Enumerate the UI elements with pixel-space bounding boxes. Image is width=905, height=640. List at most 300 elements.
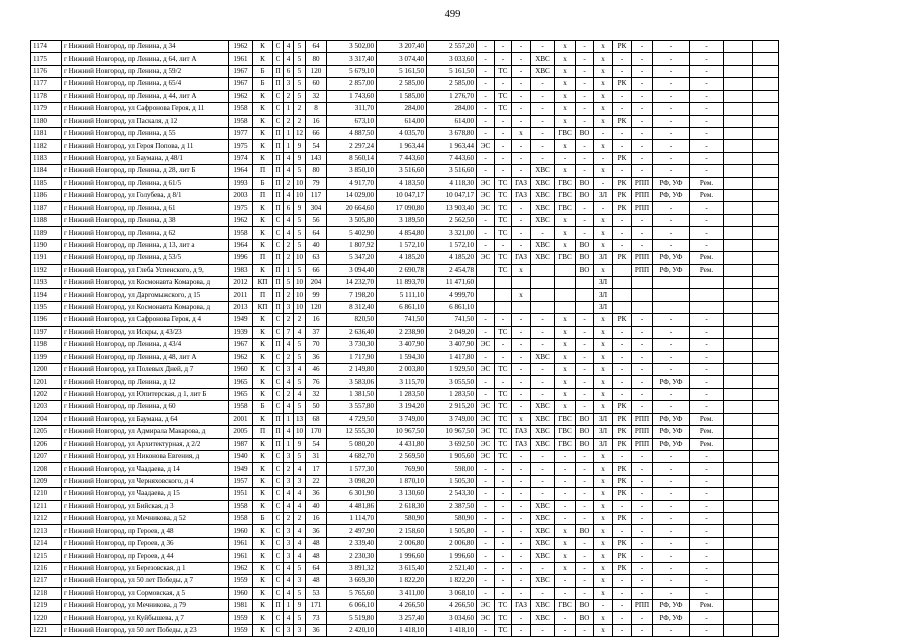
cell-sewerage: ВО — [576, 252, 594, 264]
cell-facade-repair: - — [632, 239, 653, 251]
cell-repair-note: - — [690, 65, 724, 77]
cell-hot-water: х — [555, 537, 576, 549]
cell-living-area: 3 257,40 — [377, 612, 427, 624]
table-row — [31, 388, 779, 400]
cell-facade-repair: - — [632, 363, 653, 375]
cell-residential-area: 4 999,70 — [427, 289, 477, 301]
cell-cold-water: ХВС — [531, 214, 555, 226]
cell-living-area: 1 870,10 — [377, 475, 427, 487]
cell-hot-water: х — [555, 53, 576, 65]
cell-extra-2 — [753, 190, 779, 202]
cell-roof-repair: - — [613, 65, 632, 77]
cell-entrances: 1 — [284, 264, 294, 276]
cell-entrances: 3 — [284, 301, 294, 313]
cell-build-year: 1939 — [229, 326, 253, 338]
cell-extra-2 — [753, 500, 779, 512]
cell-floor-type: С — [273, 326, 284, 338]
cell-apartments: 17 — [306, 463, 327, 475]
cell-cold-water: ХВС — [531, 351, 555, 363]
cell-electricity: - — [477, 227, 495, 239]
cell-total-area: 4 917,70 — [327, 177, 377, 189]
cell-address: г Нижний Новгород, ул Мечникова, д 52 — [62, 513, 229, 525]
cell-sewerage: - — [576, 202, 594, 214]
cell-repair-note: Рем. — [690, 190, 724, 202]
cell-floor-type: П — [273, 599, 284, 611]
cell-build-year: 1958 — [229, 401, 253, 413]
cell-wall-material: К — [253, 363, 273, 375]
cell-sewerage: ВО — [576, 438, 594, 450]
cell-floors: 5 — [294, 227, 306, 239]
table-body — [31, 41, 779, 637]
cell-heating — [495, 277, 512, 289]
cell-entrances: 2 — [284, 513, 294, 525]
cell-extra-2 — [753, 351, 779, 363]
cell-hot-water: х — [555, 115, 576, 127]
cell-repair-note: - — [690, 612, 724, 624]
cell-garbage-chute: х — [594, 587, 613, 599]
cell-extra-2 — [753, 624, 779, 636]
cell-insulation: - — [653, 152, 690, 164]
cell-residential-area: 2 049,20 — [427, 326, 477, 338]
cell-residential-area: 1 996,60 — [427, 550, 477, 562]
cell-gas: х — [512, 413, 531, 425]
cell-sewerage: - — [576, 165, 594, 177]
cell-extra-2 — [753, 537, 779, 549]
cell-address: г Нижний Новгород, ул Чаадаева, д 14 — [62, 463, 229, 475]
cell-total-area: 2 420,10 — [327, 624, 377, 636]
cell-insulation: РФ, УФ — [653, 599, 690, 611]
cell-floors: 4 — [294, 463, 306, 475]
cell-residential-area: 2 006,80 — [427, 537, 477, 549]
cell-living-area: 6 861,10 — [377, 301, 427, 313]
cell-insulation — [653, 301, 690, 313]
cell-total-area: 5 679,10 — [327, 65, 377, 77]
cell-apartments: 32 — [306, 388, 327, 400]
cell-build-year: 1959 — [229, 624, 253, 636]
cell-extra-1 — [724, 587, 753, 599]
cell-insulation: - — [653, 587, 690, 599]
cell-roof-repair: - — [613, 363, 632, 375]
cell-repair-note: - — [690, 525, 724, 537]
cell-facade-repair: - — [632, 90, 653, 102]
cell-address: г Нижний Новгород, ул Бийская, д 3 — [62, 500, 229, 512]
cell-address: г Нижний Новгород, ул Мечникова, д 79 — [62, 599, 229, 611]
cell-roof-repair: - — [613, 165, 632, 177]
cell-build-year: 1967 — [229, 339, 253, 351]
cell-roof-repair: - — [613, 103, 632, 115]
cell-floor-type: С — [273, 500, 284, 512]
cell-floor-type: С — [273, 314, 284, 326]
cell-insulation: - — [653, 90, 690, 102]
cell-roof-repair: РК — [613, 152, 632, 164]
cell-wall-material: К — [253, 90, 273, 102]
cell-extra-1 — [724, 301, 753, 313]
cell-apartments: 66 — [306, 264, 327, 276]
cell-total-area: 4 729,50 — [327, 413, 377, 425]
cell-build-year: 1962 — [229, 351, 253, 363]
cell-extra-1 — [724, 537, 753, 549]
cell-apartments: 16 — [306, 115, 327, 127]
cell-sewerage: - — [576, 363, 594, 375]
cell-cold-water: - — [531, 587, 555, 599]
cell-extra-1 — [724, 214, 753, 226]
cell-gas: - — [512, 475, 531, 487]
cell-sewerage: ВО — [576, 127, 594, 139]
cell-electricity: - — [477, 326, 495, 338]
cell-hot-water — [555, 289, 576, 301]
cell-sewerage: ВО — [576, 239, 594, 251]
cell-garbage-chute: х — [594, 78, 613, 90]
cell-roof-repair: - — [613, 53, 632, 65]
cell-extra-1 — [724, 376, 753, 388]
cell-residential-area: 4 118,30 — [427, 177, 477, 189]
cell-electricity: - — [477, 127, 495, 139]
cell-floor-type: С — [273, 214, 284, 226]
cell-address: г Нижний Новгород, ул Сафронова Героя, д 4 — [62, 314, 229, 326]
cell-address: г Нижний Новгород, ул Сафронова Героя, д 11 — [62, 103, 229, 115]
cell-hot-water: - — [555, 152, 576, 164]
cell-extra-2 — [753, 363, 779, 375]
cell-wall-material: КП — [253, 301, 273, 313]
cell-floors: 4 — [294, 388, 306, 400]
cell-sewerage: - — [576, 550, 594, 562]
cell-cold-water: - — [531, 140, 555, 152]
cell-extra-2 — [753, 339, 779, 351]
cell-address: г Нижний Новгород, ул Полевых Дней, д 7 — [62, 363, 229, 375]
table-row — [31, 463, 779, 475]
cell-roof-repair — [613, 264, 632, 276]
cell-repair-note: Рем. — [690, 413, 724, 425]
cell-cold-water: - — [531, 376, 555, 388]
cell-build-year: 2005 — [229, 426, 253, 438]
table-row — [31, 277, 779, 289]
cell-address: г Нижний Новгород, ул Баумана, д 48/1 — [62, 152, 229, 164]
cell-living-area: 2 006,80 — [377, 537, 427, 549]
cell-entrances: 4 — [284, 214, 294, 226]
cell-roof-repair: - — [613, 376, 632, 388]
cell-address: г Нижний Новгород, пр Героев, д 36 — [62, 537, 229, 549]
cell-build-year: 1958 — [229, 500, 253, 512]
cell-garbage-chute: х — [594, 488, 613, 500]
cell-sewerage: - — [576, 53, 594, 65]
cell-address: г Нижний Новгород, ул 50 лет Победы, д 7 — [62, 575, 229, 587]
cell-electricity: - — [477, 488, 495, 500]
cell-wall-material: К — [253, 488, 273, 500]
cell-total-area: 6 066,10 — [327, 599, 377, 611]
cell-facade-repair: РПП — [632, 190, 653, 202]
cell-entrances: 4 — [284, 426, 294, 438]
cell-sewerage: - — [576, 152, 594, 164]
cell-insulation: - — [653, 115, 690, 127]
cell-entrances: 2 — [284, 90, 294, 102]
cell-garbage-chute: ЗЛ — [594, 252, 613, 264]
cell-roof-repair: РК — [613, 475, 632, 487]
cell-total-area: 3 557,80 — [327, 401, 377, 413]
cell-apartments: 36 — [306, 351, 327, 363]
cell-build-year: 1959 — [229, 575, 253, 587]
cell-row-number: 1188 — [31, 214, 62, 226]
cell-total-area: 4 481,86 — [327, 500, 377, 512]
cell-electricity: - — [477, 90, 495, 102]
cell-total-area: 2 497,90 — [327, 525, 377, 537]
cell-row-number: 1185 — [31, 177, 62, 189]
cell-electricity — [477, 264, 495, 276]
cell-extra-1 — [724, 264, 753, 276]
cell-roof-repair: - — [613, 339, 632, 351]
cell-heating: - — [495, 78, 512, 90]
cell-repair-note — [690, 277, 724, 289]
cell-address: г Нижний Новгород, пр Ленина, д 60 — [62, 401, 229, 413]
cell-roof-repair: РК — [613, 413, 632, 425]
cell-residential-area: 3 055,50 — [427, 376, 477, 388]
cell-total-area: 1 114,70 — [327, 513, 377, 525]
cell-electricity: - — [477, 165, 495, 177]
cell-living-area: 4 185,20 — [377, 252, 427, 264]
cell-repair-note: - — [690, 326, 724, 338]
cell-extra-1 — [724, 525, 753, 537]
cell-repair-note: - — [690, 339, 724, 351]
cell-heating: - — [495, 537, 512, 549]
cell-wall-material: Б — [253, 177, 273, 189]
cell-wall-material: К — [253, 264, 273, 276]
cell-garbage-chute: х — [594, 227, 613, 239]
cell-extra-1 — [724, 252, 753, 264]
cell-heating: ТС — [495, 190, 512, 202]
cell-repair-note: - — [690, 227, 724, 239]
cell-facade-repair: - — [632, 475, 653, 487]
cell-floors: 5 — [294, 41, 306, 53]
cell-insulation: - — [653, 103, 690, 115]
cell-floor-type: С — [273, 575, 284, 587]
cell-garbage-chute: х — [594, 339, 613, 351]
cell-row-number: 1220 — [31, 612, 62, 624]
cell-floors: 5 — [294, 65, 306, 77]
cell-sewerage: - — [576, 314, 594, 326]
cell-gas: - — [512, 450, 531, 462]
cell-row-number: 1191 — [31, 252, 62, 264]
cell-roof-repair: - — [613, 90, 632, 102]
cell-gas: - — [512, 314, 531, 326]
cell-entrances: 2 — [284, 289, 294, 301]
cell-row-number: 1180 — [31, 115, 62, 127]
cell-extra-1 — [724, 450, 753, 462]
cell-extra-2 — [753, 177, 779, 189]
cell-wall-material: Б — [253, 513, 273, 525]
cell-floors: 10 — [294, 190, 306, 202]
table-row — [31, 537, 779, 549]
cell-wall-material: Б — [253, 65, 273, 77]
cell-residential-area: 1 929,50 — [427, 363, 477, 375]
cell-roof-repair: РК — [613, 202, 632, 214]
cell-gas: - — [512, 388, 531, 400]
cell-living-area: 614,00 — [377, 115, 427, 127]
cell-electricity: ЭС — [477, 177, 495, 189]
cell-repair-note: - — [690, 624, 724, 636]
cell-garbage-chute: х — [594, 363, 613, 375]
cell-apartments: 8 — [306, 103, 327, 115]
cell-facade-repair: - — [632, 115, 653, 127]
cell-row-number: 1205 — [31, 426, 62, 438]
cell-row-number: 1199 — [31, 351, 62, 363]
cell-hot-water: х — [555, 550, 576, 562]
cell-build-year: 1965 — [229, 388, 253, 400]
cell-residential-area: 1 276,70 — [427, 90, 477, 102]
cell-apartments: 143 — [306, 152, 327, 164]
cell-extra-2 — [753, 525, 779, 537]
cell-entrances: 4 — [284, 562, 294, 574]
cell-repair-note: - — [690, 202, 724, 214]
cell-build-year: 1967 — [229, 65, 253, 77]
cell-row-number: 1192 — [31, 264, 62, 276]
cell-heating: ТС — [495, 90, 512, 102]
cell-wall-material: П — [253, 289, 273, 301]
cell-entrances: 4 — [284, 500, 294, 512]
cell-address: г Нижний Новгород, ул Черняховского, д 4 — [62, 475, 229, 487]
cell-facade-repair: - — [632, 103, 653, 115]
cell-entrances: 2 — [284, 463, 294, 475]
cell-residential-area: 4 266,50 — [427, 599, 477, 611]
cell-floor-type: С — [273, 363, 284, 375]
cell-electricity: ЭС — [477, 401, 495, 413]
cell-insulation: - — [653, 550, 690, 562]
cell-extra-2 — [753, 376, 779, 388]
cell-facade-repair: РПП — [632, 599, 653, 611]
cell-sewerage: - — [576, 376, 594, 388]
cell-electricity: ЭС — [477, 450, 495, 462]
cell-wall-material: К — [253, 537, 273, 549]
cell-living-area: 3 516,60 — [377, 165, 427, 177]
table-row — [31, 289, 779, 301]
cell-hot-water: х — [555, 103, 576, 115]
cell-floors: 4 — [294, 500, 306, 512]
cell-hot-water: - — [555, 475, 576, 487]
cell-gas: - — [512, 239, 531, 251]
cell-living-area: 741,50 — [377, 314, 427, 326]
cell-extra-1 — [724, 78, 753, 90]
cell-electricity: - — [477, 78, 495, 90]
cell-apartments: 48 — [306, 575, 327, 587]
table-row — [31, 127, 779, 139]
cell-total-area: 6 301,90 — [327, 488, 377, 500]
cell-address: г Нижний Новгород, пр Героев, д 48 — [62, 525, 229, 537]
cell-build-year: 1960 — [229, 587, 253, 599]
cell-repair-note: - — [690, 127, 724, 139]
cell-entrances: 1 — [284, 438, 294, 450]
cell-hot-water — [555, 301, 576, 313]
cell-living-area: 1 283,50 — [377, 388, 427, 400]
cell-extra-1 — [724, 413, 753, 425]
cell-floors: 5 — [294, 450, 306, 462]
cell-heating: - — [495, 53, 512, 65]
cell-electricity: - — [477, 562, 495, 574]
cell-apartments: 46 — [306, 363, 327, 375]
cell-sewerage: - — [576, 351, 594, 363]
cell-garbage-chute: х — [594, 575, 613, 587]
cell-row-number: 1176 — [31, 65, 62, 77]
cell-residential-area: 2 543,30 — [427, 488, 477, 500]
cell-apartments: 68 — [306, 413, 327, 425]
cell-roof-repair: РК — [613, 252, 632, 264]
cell-living-area: 1 572,10 — [377, 239, 427, 251]
cell-insulation: - — [653, 562, 690, 574]
cell-residential-area: 1 963,44 — [427, 140, 477, 152]
cell-roof-repair: РК — [613, 463, 632, 475]
cell-floors: 5 — [294, 612, 306, 624]
cell-address: г Нижний Новгород, пр Ленина, д 55 — [62, 127, 229, 139]
cell-residential-area: 3 678,80 — [427, 127, 477, 139]
cell-gas: - — [512, 575, 531, 587]
cell-row-number: 1196 — [31, 314, 62, 326]
cell-apartments: 120 — [306, 301, 327, 313]
cell-floor-type: С — [273, 612, 284, 624]
cell-hot-water: х — [555, 140, 576, 152]
cell-extra-1 — [724, 227, 753, 239]
cell-gas: - — [512, 587, 531, 599]
cell-insulation: РФ, УФ — [653, 438, 690, 450]
table-row — [31, 363, 779, 375]
cell-heating: - — [495, 463, 512, 475]
cell-roof-repair: РК — [613, 41, 632, 53]
cell-sewerage: - — [576, 90, 594, 102]
cell-residential-area: 5 161,50 — [427, 65, 477, 77]
table-row — [31, 115, 779, 127]
cell-hot-water: х — [555, 227, 576, 239]
cell-electricity: ЭС — [477, 190, 495, 202]
cell-extra-2 — [753, 388, 779, 400]
cell-gas: - — [512, 513, 531, 525]
cell-garbage-chute: - — [594, 152, 613, 164]
cell-apartments: 53 — [306, 587, 327, 599]
cell-extra-2 — [753, 152, 779, 164]
cell-cold-water: - — [531, 152, 555, 164]
cell-extra-1 — [724, 624, 753, 636]
cell-apartments: 22 — [306, 475, 327, 487]
cell-cold-water — [531, 264, 555, 276]
cell-living-area: 1 418,10 — [377, 624, 427, 636]
cell-total-area: 7 198,20 — [327, 289, 377, 301]
cell-electricity: - — [477, 239, 495, 251]
cell-hot-water: х — [555, 314, 576, 326]
cell-extra-2 — [753, 463, 779, 475]
cell-entrances: 3 — [284, 624, 294, 636]
cell-address: г Нижний Новгород, ул Космонавта Комарова, д — [62, 301, 229, 313]
cell-garbage-chute: х — [594, 376, 613, 388]
cell-garbage-chute: х — [594, 475, 613, 487]
cell-gas: - — [512, 401, 531, 413]
cell-apartments: 70 — [306, 339, 327, 351]
cell-row-number: 1202 — [31, 388, 62, 400]
cell-roof-repair: РК — [613, 177, 632, 189]
cell-apartments: 56 — [306, 214, 327, 226]
cell-electricity: - — [477, 587, 495, 599]
cell-heating: - — [495, 500, 512, 512]
cell-residential-area: 3 321,00 — [427, 227, 477, 239]
cell-address: г Нижний Новгород, ул Чаадаева, д 15 — [62, 488, 229, 500]
cell-total-area: 2 636,40 — [327, 326, 377, 338]
cell-floor-type: П — [273, 127, 284, 139]
cell-extra-1 — [724, 152, 753, 164]
cell-heating: - — [495, 562, 512, 574]
cell-address: г Нижний Новгород, пр Ленина, д 48, лит А — [62, 351, 229, 363]
cell-gas: ГАЗ — [512, 438, 531, 450]
table-row — [31, 438, 779, 450]
cell-repair-note: - — [690, 513, 724, 525]
cell-heating: - — [495, 575, 512, 587]
cell-heating: - — [495, 475, 512, 487]
cell-extra-2 — [753, 599, 779, 611]
table-row — [31, 612, 779, 624]
cell-floor-type: П — [273, 152, 284, 164]
